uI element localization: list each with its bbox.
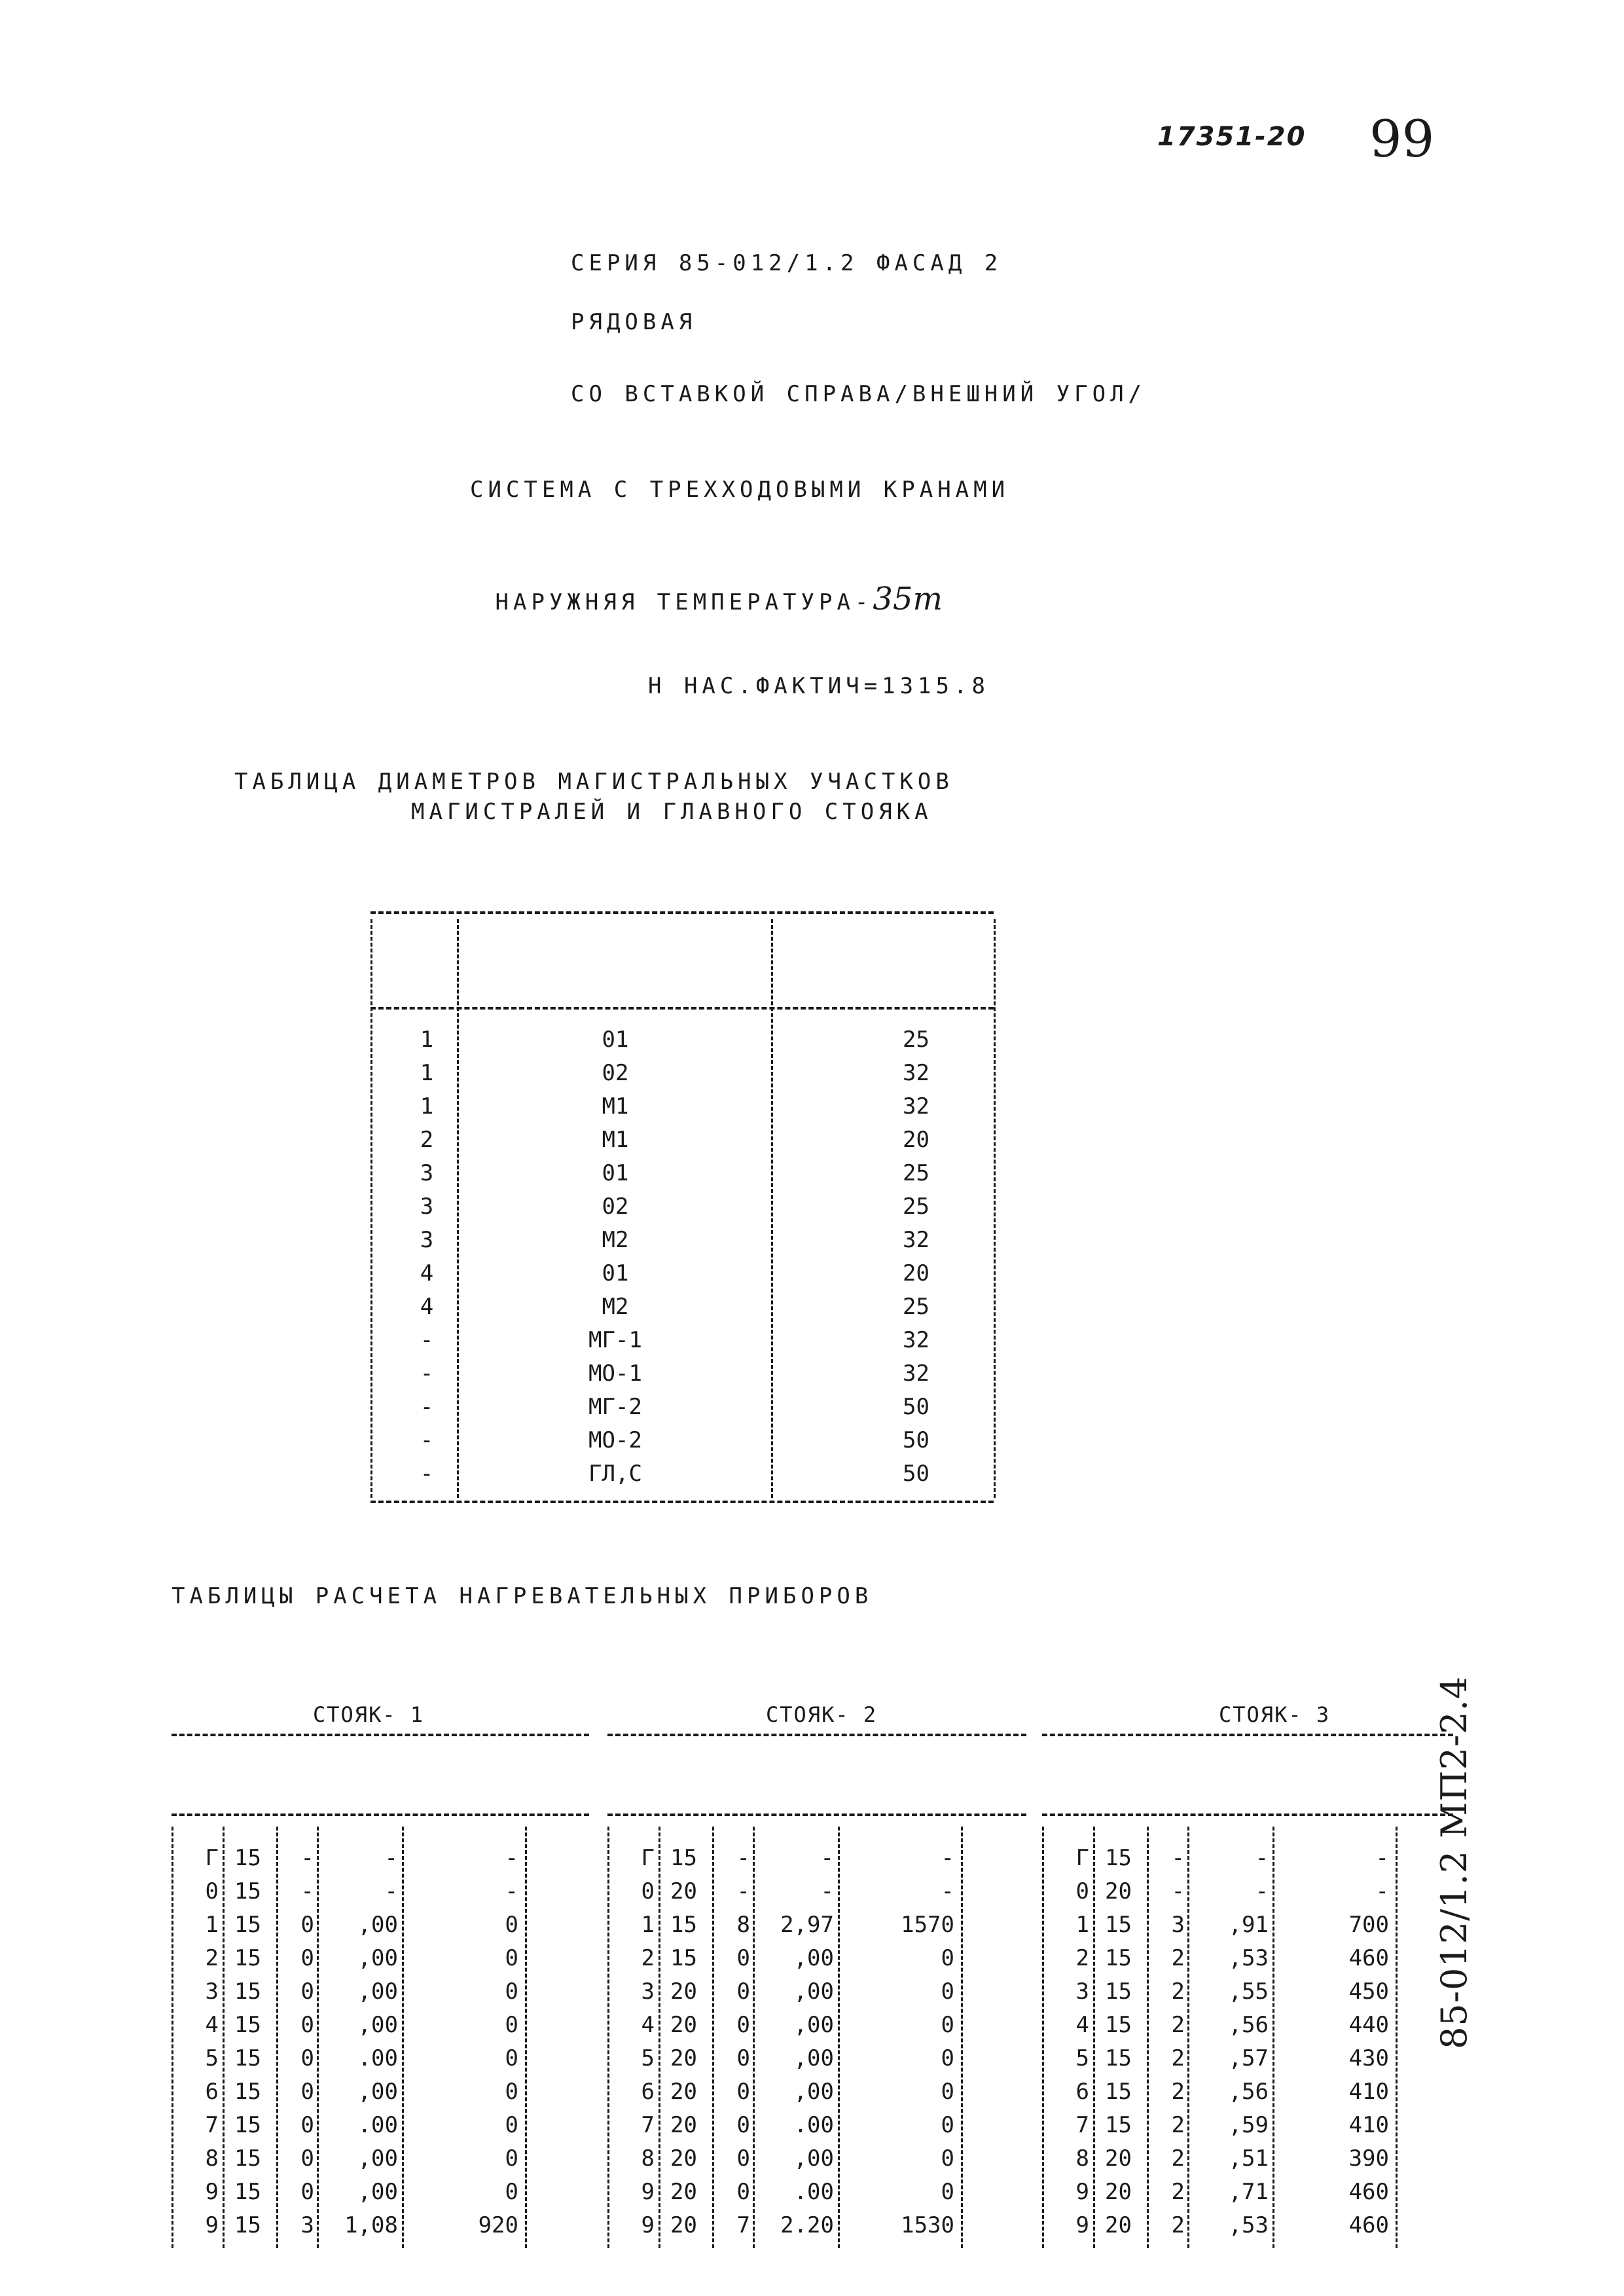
heater-load-cell: 0 [941, 2012, 954, 2038]
node-diameter-cell: 15 [1105, 1945, 1132, 1971]
heater-area-cell: .00 [793, 2179, 834, 2205]
segment-number-cell: 01 [602, 1260, 629, 1286]
section-count-cell: 0 [300, 2179, 314, 2205]
segment-number-cell: МО-1 [588, 1360, 642, 1387]
riser-column-divider [317, 1827, 319, 2248]
node-diameter-cell: 15 [1105, 2045, 1132, 2071]
heater-load-cell: - [941, 1845, 954, 1871]
floor-cell: 1 [1075, 1912, 1089, 1938]
node-diameter-cell: 15 [234, 1845, 261, 1871]
heater-area-cell: - [384, 1878, 398, 1904]
heater-load-cell: 0 [505, 2012, 518, 2038]
heater-area-cell: ,71 [1228, 2179, 1269, 2205]
node-diameter-cell: 15 [1105, 1978, 1132, 2005]
branch-number-cell: 3 [420, 1227, 434, 1253]
heater-load-cell: 0 [941, 2179, 954, 2205]
floor-cell: 4 [205, 2012, 219, 2038]
node-diameter-cell: 15 [1105, 2079, 1132, 2105]
riser-rule-header [607, 1813, 1026, 1816]
branch-number-cell: 3 [420, 1160, 434, 1186]
heater-area-cell: ,91 [1228, 1912, 1269, 1938]
segment-diameter-cell: 32 [903, 1327, 929, 1353]
heater-area-cell: - [384, 1845, 398, 1871]
segment-number-cell: М1 [602, 1093, 629, 1120]
node-diameter-cell: 20 [1105, 2212, 1132, 2238]
section-count-cell: - [300, 1845, 314, 1871]
floor-cell: 0 [641, 1878, 655, 1904]
node-diameter-cell: 15 [234, 1912, 261, 1938]
node-diameter-cell: 20 [670, 2145, 697, 2172]
heater-area-cell: ,00 [357, 1978, 398, 2005]
heater-load-cell: 1570 [901, 1912, 954, 1938]
riser-column-divider [838, 1827, 840, 2248]
table-rule-top [370, 911, 994, 914]
section-count-cell: 2 [1171, 1978, 1185, 2005]
branch-number-cell: 2 [420, 1127, 434, 1153]
segment-diameter-cell: 50 [903, 1394, 929, 1420]
system-line: СИСТЕМА С ТРЕХХОДОВЫМИ КРАНАМИ [470, 477, 1010, 503]
riser-column-divider [525, 1827, 527, 2248]
node-diameter-cell: 15 [1105, 1912, 1132, 1938]
heater-area-cell: .00 [357, 2045, 398, 2071]
branch-number-cell: 4 [420, 1294, 434, 1320]
heater-load-cell: 920 [478, 2212, 518, 2238]
diameter-table-subtitle: МАГИСТРАЛЕЙ И ГЛАВНОГО СТОЯКА [411, 799, 933, 825]
section-count-cell: 0 [736, 2179, 750, 2205]
temperature-line [470, 568, 943, 630]
section-count-cell: - [736, 1878, 750, 1904]
segment-number-cell: 02 [602, 1060, 629, 1086]
section-count-cell: 0 [736, 1945, 750, 1971]
heater-load-cell: - [1375, 1845, 1389, 1871]
document-code: 17351-20 [1157, 122, 1307, 152]
node-diameter-cell: 20 [670, 2179, 697, 2205]
h-fact-line: Н НАС.ФАКТИЧ=1315.8 [648, 673, 990, 699]
node-diameter-cell: 15 [234, 2079, 261, 2105]
segment-diameter-cell: 50 [903, 1461, 929, 1487]
heater-load-cell: 390 [1348, 2145, 1389, 2172]
segment-number-cell: МГ-2 [588, 1394, 642, 1420]
section-count-cell: 0 [300, 2045, 314, 2071]
branch-number-cell: - [420, 1327, 434, 1353]
riser-column-divider [1093, 1827, 1095, 2248]
riser-column-divider [961, 1827, 963, 2248]
riser-column-divider [276, 1827, 278, 2248]
heater-area-cell: 2.20 [780, 2212, 834, 2238]
segment-number-cell: М2 [602, 1227, 629, 1253]
section-count-cell: 2 [1171, 2045, 1185, 2071]
heater-load-cell: 440 [1348, 2012, 1389, 2038]
heater-load-cell: 460 [1348, 2212, 1389, 2238]
heater-area-cell: ,00 [357, 2012, 398, 2038]
heater-load-cell: 0 [505, 1912, 518, 1938]
riser-column-divider [1187, 1827, 1189, 2248]
floor-cell: 9 [1075, 2179, 1089, 2205]
heater-area-cell: 1,08 [344, 2212, 398, 2238]
insert-line: СО ВСТАВКОЙ СПРАВА/ВНЕШНИЙ УГОЛ/ [571, 381, 1147, 407]
section-count-cell: 0 [736, 2079, 750, 2105]
section-count-cell: 0 [736, 2112, 750, 2138]
node-diameter-cell: 20 [1105, 2145, 1132, 2172]
section-count-cell: 2 [1171, 2212, 1185, 2238]
floor-cell: 8 [1075, 2145, 1089, 2172]
section-count-cell: 2 [1171, 1945, 1185, 1971]
segment-number-cell: 01 [602, 1160, 629, 1186]
floor-cell: 9 [205, 2179, 219, 2205]
node-diameter-cell: 15 [234, 2112, 261, 2138]
section-count-cell: - [300, 1878, 314, 1904]
riser-rule-header [1042, 1813, 1453, 1816]
heater-load-cell: 0 [505, 1978, 518, 2005]
heater-area-cell: ,00 [793, 1945, 834, 1971]
branch-number-cell: - [420, 1360, 434, 1387]
segment-diameter-cell: 32 [903, 1060, 929, 1086]
temperature-value-handwritten: 35т [873, 581, 943, 617]
section-count-cell: 0 [736, 2012, 750, 2038]
segment-diameter-cell: 25 [903, 1194, 929, 1220]
temperature-label: НАРУЖНЯЯ ТЕМПЕРАТУРА- [495, 589, 873, 615]
heater-area-cell: ,55 [1228, 1978, 1269, 2005]
floor-cell: 9 [205, 2212, 219, 2238]
segment-number-cell: ГЛ,С [588, 1461, 642, 1487]
node-diameter-cell: 15 [234, 2145, 261, 2172]
segment-diameter-cell: 32 [903, 1360, 929, 1387]
section-count-cell: - [1171, 1878, 1185, 1904]
riser-column-divider [712, 1827, 714, 2248]
branch-number-cell: - [420, 1394, 434, 1420]
riser-column-divider [171, 1827, 173, 2248]
heater-area-cell: ,00 [793, 2045, 834, 2071]
riser-column-divider [223, 1827, 225, 2248]
heater-load-cell: 460 [1348, 1945, 1389, 1971]
section-count-cell: 2 [1171, 2179, 1185, 2205]
floor-cell: 5 [205, 2045, 219, 2071]
branch-number-cell: 1 [420, 1060, 434, 1086]
node-diameter-cell: 15 [234, 1978, 261, 2005]
section-count-cell: 0 [736, 2145, 750, 2172]
side-stamp: 85-012/1.2 МП2-2.4 [1434, 1675, 1475, 2049]
riser-title: СТОЯК- 1 [313, 1702, 425, 1727]
floor-cell: 1 [641, 1912, 655, 1938]
node-diameter-cell: 20 [670, 2112, 697, 2138]
floor-cell: 0 [205, 1878, 219, 1904]
type-line: РЯДОВАЯ [571, 309, 697, 335]
heater-load-cell: - [505, 1878, 518, 1904]
heater-area-cell: ,00 [357, 1945, 398, 1971]
floor-cell: 8 [205, 2145, 219, 2172]
floor-cell: 7 [205, 2112, 219, 2138]
branch-number-cell: 4 [420, 1260, 434, 1286]
section-count-cell: 0 [736, 1978, 750, 2005]
floor-cell: 2 [205, 1945, 219, 1971]
segment-number-cell: 01 [602, 1027, 629, 1053]
heater-load-cell: - [941, 1878, 954, 1904]
heater-area-cell: ,56 [1228, 2079, 1269, 2105]
node-diameter-cell: 20 [670, 2212, 697, 2238]
heater-tables-title: ТАБЛИЦЫ РАСЧЕТА НАГРЕВАТЕЛЬНЫХ ПРИБОРОВ [171, 1583, 873, 1609]
floor-cell: 9 [1075, 2212, 1089, 2238]
heater-load-cell: 0 [941, 1945, 954, 1971]
table-column-divider [370, 919, 372, 1498]
branch-number-cell: 1 [420, 1093, 434, 1120]
section-count-cell: 0 [300, 1945, 314, 1971]
section-count-cell: 0 [300, 1978, 314, 2005]
heater-area-cell: ,00 [793, 1978, 834, 2005]
floor-cell: Г [205, 1845, 219, 1871]
heater-area-cell: ,56 [1228, 2012, 1269, 2038]
segment-diameter-cell: 25 [903, 1160, 929, 1186]
floor-cell: 3 [205, 1978, 219, 2005]
floor-cell: 3 [1075, 1978, 1089, 2005]
heater-load-cell: 0 [505, 2079, 518, 2105]
riser-rule-top [1042, 1734, 1453, 1736]
floor-cell: 6 [1075, 2079, 1089, 2105]
table-rule-bottom [370, 1501, 994, 1503]
floor-cell: 2 [641, 1945, 655, 1971]
floor-cell: 7 [1075, 2112, 1089, 2138]
segment-number-cell: МГ-1 [588, 1327, 642, 1353]
node-diameter-cell: 15 [234, 2179, 261, 2205]
riser-column-divider [607, 1827, 609, 2248]
heater-area-cell: .00 [793, 2112, 834, 2138]
floor-cell: Г [641, 1845, 655, 1871]
heater-area-cell: ,00 [793, 2079, 834, 2105]
segment-number-cell: МО-2 [588, 1427, 642, 1453]
section-count-cell: 0 [300, 2012, 314, 2038]
floor-cell: 8 [641, 2145, 655, 2172]
node-diameter-cell: 15 [1105, 2112, 1132, 2138]
segment-diameter-cell: 50 [903, 1427, 929, 1453]
node-diameter-cell: 15 [234, 2212, 261, 2238]
heater-area-cell: ,00 [357, 2079, 398, 2105]
heater-load-cell: 430 [1348, 2045, 1389, 2071]
segment-diameter-cell: 25 [903, 1294, 929, 1320]
heater-load-cell: 450 [1348, 1978, 1389, 2005]
segment-number-cell: 02 [602, 1194, 629, 1220]
section-count-cell: 3 [1171, 1912, 1185, 1938]
segment-number-cell: М2 [602, 1294, 629, 1320]
heater-area-cell: - [1255, 1845, 1269, 1871]
heater-area-cell: ,59 [1228, 2112, 1269, 2138]
floor-cell: 5 [1075, 2045, 1089, 2071]
heater-load-cell: - [505, 1845, 518, 1871]
heater-load-cell: 410 [1348, 2112, 1389, 2138]
node-diameter-cell: 20 [1105, 1878, 1132, 1904]
heater-load-cell: 1530 [901, 2212, 954, 2238]
node-diameter-cell: 15 [234, 1945, 261, 1971]
heater-load-cell: 0 [941, 2145, 954, 2172]
heater-area-cell: ,00 [793, 2012, 834, 2038]
table-column-divider [457, 919, 459, 1498]
riser-column-divider [402, 1827, 404, 2248]
section-count-cell: 0 [300, 2112, 314, 2138]
heater-load-cell: 410 [1348, 2079, 1389, 2105]
floor-cell: 4 [641, 2012, 655, 2038]
floor-cell: 1 [205, 1912, 219, 1938]
branch-number-cell: - [420, 1461, 434, 1487]
heater-area-cell: - [820, 1878, 834, 1904]
node-diameter-cell: 20 [670, 1878, 697, 1904]
section-count-cell: 8 [736, 1912, 750, 1938]
heater-load-cell: 0 [505, 2179, 518, 2205]
heater-area-cell: 2,97 [780, 1912, 834, 1938]
floor-cell: 7 [641, 2112, 655, 2138]
heater-area-cell: ,00 [793, 2145, 834, 2172]
floor-cell: 9 [641, 2179, 655, 2205]
riser-column-divider [659, 1827, 660, 2248]
floor-cell: 9 [641, 2212, 655, 2238]
riser-column-divider [753, 1827, 755, 2248]
floor-cell: 6 [641, 2079, 655, 2105]
table-rule-header [370, 1007, 994, 1010]
node-diameter-cell: 15 [1105, 2012, 1132, 2038]
heater-load-cell: 0 [505, 2112, 518, 2138]
node-diameter-cell: 20 [670, 1978, 697, 2005]
section-count-cell: 0 [300, 1912, 314, 1938]
riser-column-divider [1396, 1827, 1398, 2248]
heater-load-cell: 0 [941, 2045, 954, 2071]
heater-load-cell: - [1375, 1878, 1389, 1904]
section-count-cell: 3 [300, 2212, 314, 2238]
node-diameter-cell: 15 [1105, 1845, 1132, 1871]
section-count-cell: 0 [300, 2079, 314, 2105]
heater-load-cell: 0 [941, 2079, 954, 2105]
diameter-table-title: ТАБЛИЦА ДИАМЕТРОВ МАГИСТРАЛЬНЫХ УЧАСТКОВ [234, 769, 954, 795]
heater-area-cell: ,53 [1228, 2212, 1269, 2238]
section-count-cell: 2 [1171, 2112, 1185, 2138]
heater-area-cell: - [1255, 1878, 1269, 1904]
heater-load-cell: 0 [505, 2045, 518, 2071]
riser-rule-top [607, 1734, 1026, 1736]
node-diameter-cell: 20 [670, 2079, 697, 2105]
heater-load-cell: 460 [1348, 2179, 1389, 2205]
section-count-cell: 2 [1171, 2012, 1185, 2038]
heater-area-cell: ,51 [1228, 2145, 1269, 2172]
node-diameter-cell: 15 [670, 1845, 697, 1871]
heater-load-cell: 0 [941, 1978, 954, 2005]
segment-diameter-cell: 20 [903, 1260, 929, 1286]
section-count-cell: 2 [1171, 2145, 1185, 2172]
table-column-divider [771, 919, 773, 1498]
node-diameter-cell: 20 [670, 2045, 697, 2071]
section-count-cell: 0 [300, 2145, 314, 2172]
heater-load-cell: 700 [1348, 1912, 1389, 1938]
heater-area-cell: ,00 [357, 2145, 398, 2172]
riser-rule-header [171, 1813, 589, 1816]
branch-number-cell: - [420, 1427, 434, 1453]
heater-load-cell: 0 [505, 2145, 518, 2172]
segment-diameter-cell: 32 [903, 1093, 929, 1120]
segment-diameter-cell: 32 [903, 1227, 929, 1253]
page-number: 99 [1369, 110, 1435, 169]
riser-title: СТОЯК- 2 [766, 1702, 878, 1727]
node-diameter-cell: 15 [234, 2012, 261, 2038]
node-diameter-cell: 20 [1105, 2179, 1132, 2205]
table-column-divider [994, 919, 996, 1498]
floor-cell: 4 [1075, 2012, 1089, 2038]
branch-number-cell: 1 [420, 1027, 434, 1053]
series-line: СЕРИЯ 85-012/1.2 ФАСАД 2 [571, 250, 1003, 276]
section-count-cell: 7 [736, 2212, 750, 2238]
section-count-cell: - [1171, 1845, 1185, 1871]
node-diameter-cell: 15 [234, 2045, 261, 2071]
floor-cell: 6 [205, 2079, 219, 2105]
heater-load-cell: 0 [941, 2112, 954, 2138]
segment-diameter-cell: 25 [903, 1027, 929, 1053]
heater-area-cell: ,57 [1228, 2045, 1269, 2071]
riser-title: СТОЯК- 3 [1219, 1702, 1331, 1727]
node-diameter-cell: 15 [670, 1912, 697, 1938]
floor-cell: 0 [1075, 1878, 1089, 1904]
section-count-cell: 2 [1171, 2079, 1185, 2105]
riser-column-divider [1272, 1827, 1274, 2248]
section-count-cell: 0 [736, 2045, 750, 2071]
floor-cell: 5 [641, 2045, 655, 2071]
floor-cell: 2 [1075, 1945, 1089, 1971]
heater-area-cell: ,00 [357, 1912, 398, 1938]
segment-number-cell: М1 [602, 1127, 629, 1153]
node-diameter-cell: 20 [670, 2012, 697, 2038]
node-diameter-cell: 15 [670, 1945, 697, 1971]
heater-load-cell: 0 [505, 1945, 518, 1971]
heater-area-cell: ,53 [1228, 1945, 1269, 1971]
floor-cell: 3 [641, 1978, 655, 2005]
branch-number-cell: 3 [420, 1194, 434, 1220]
riser-column-divider [1147, 1827, 1149, 2248]
floor-cell: Г [1075, 1845, 1089, 1871]
heater-area-cell: - [820, 1845, 834, 1871]
segment-diameter-cell: 20 [903, 1127, 929, 1153]
heater-area-cell: ,00 [357, 2179, 398, 2205]
riser-column-divider [1042, 1827, 1044, 2248]
section-count-cell: - [736, 1845, 750, 1871]
heater-area-cell: .00 [357, 2112, 398, 2138]
riser-rule-top [171, 1734, 589, 1736]
node-diameter-cell: 15 [234, 1878, 261, 1904]
